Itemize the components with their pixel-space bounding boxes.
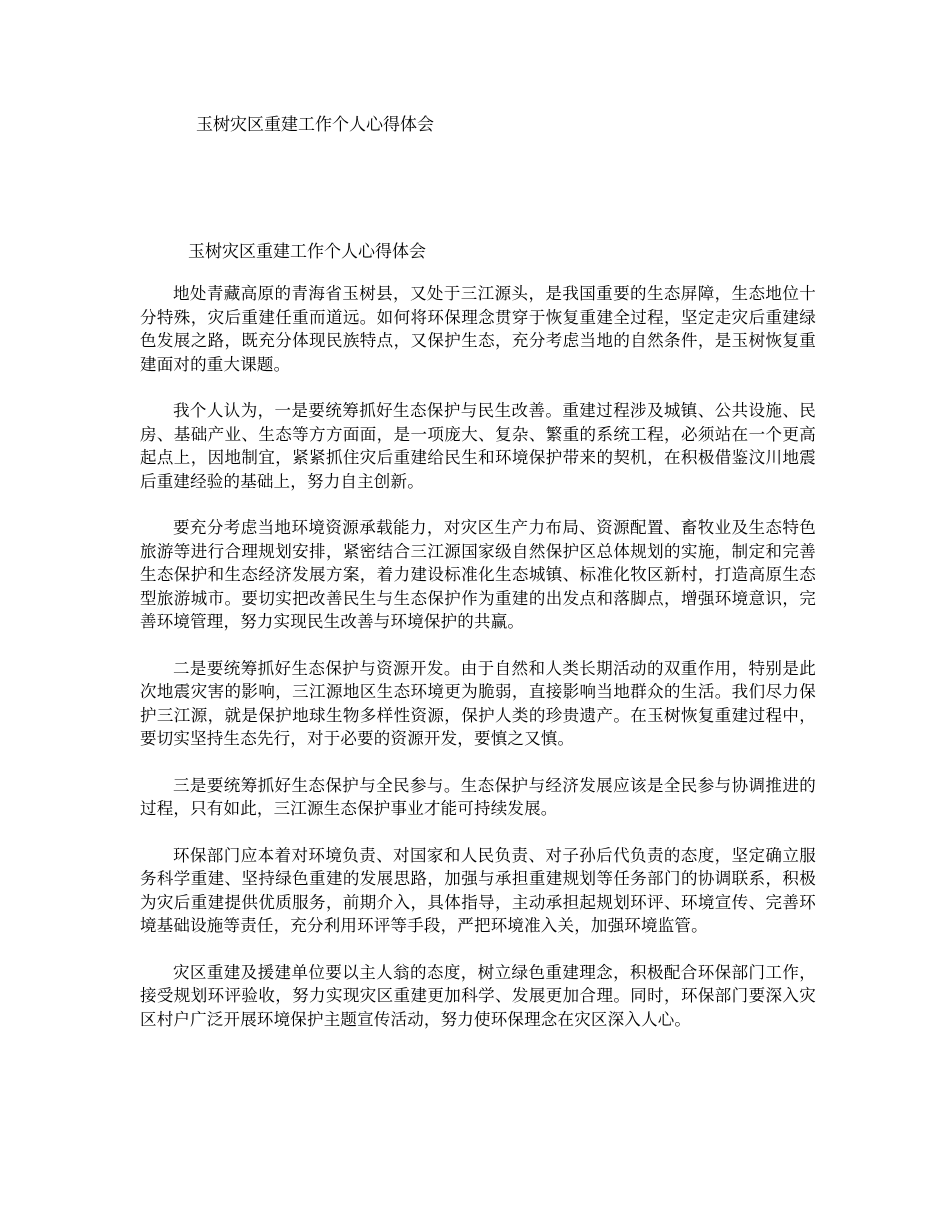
document-subtitle: 玉树灾区重建工作个人心得体会 <box>188 242 426 262</box>
paragraph-5: 三是要统筹抓好生态保护与全民参与。生态保护与经济发展应该是全民参与协调推进的过程，只有如此，三江源生态保护事业才能可持续发展。 <box>140 775 816 818</box>
paragraph-4: 二是要统筹抓好生态保护与资源开发。由于自然和人类长期活动的双重作用，特别是此次地震灾害的影响，三江源地区生态环境更为脆弱，直接影响当地群众的生活。我们尽力保护三江源，就是保护地球生物多样性资源，保护人类的珍贵遗产。在玉树恢复重建过程中，要切实坚持生态先行，对于必要的资源开发，要慎之又慎。 <box>140 658 816 748</box>
paragraph-7: 灾区重建及援建单位要以主人翁的态度，树立绿色重建理念，积极配合环保部门工作，接受规划环评验收，努力实现灾区重建更加科学、发展更加合理。同时，环保部门要深入灾区村户广泛开展环境保护主题宣传活动，努力使环保理念在灾区深入人心。 <box>140 962 816 1029</box>
document-title: 玉树灾区重建工作个人心得体会 <box>196 115 434 135</box>
paragraph-3: 要充分考虑当地环境资源承载能力，对灾区生产力布局、资源配置、畜牧业及生态特色旅游等进行合理规划安排，紧密结合三江源国家级自然保护区总体规划的实施，制定和完善生态保护和生态经济发展方案，着力建设标准化生态城镇、标准化牧区新村，打造高原生态型旅游城市。要切实把改善民生与生态保护作为重建的出发点和落脚点，增强环境意识，完善环境管理，努力实现民生改善与环境保护的共赢。 <box>140 518 816 631</box>
paragraph-6: 环保部门应本着对环境负责、对国家和人民负责、对子孙后代负责的态度，坚定确立服务科学重建、坚持绿色重建的发展思路，加强与承担重建规划等任务部门的协调联系，积极为灾后重建提供优质服务，前期介入，具体指导，主动承担起规划环评、环境宣传、完善环境基础设施等责任，充分利用环评等手段，严把环境准入关，加强环境监管。 <box>140 845 816 935</box>
paragraph-1: 地处青藏高原的青海省玉树县，又处于三江源头，是我国重要的生态屏障，生态地位十分特殊，灾后重建任重而道远。如何将环保理念贯穿于恢复重建全过程，坚定走灾后重建绿色发展之路，既充分体现民族特点，又保护生态，充分考虑当地的自然条件，是玉树恢复重建面对的重大课题。 <box>140 284 816 374</box>
document-body <box>140 282 816 1054</box>
paragraph-2: 我个人认为，一是要统筹抓好生态保护与民生改善。重建过程涉及城镇、公共设施、民房、基础产业、生态等方方面面，是一项庞大、复杂、繁重的系统工程，必须站在一个更高起点上，因地制宜，紧紧抓住灾后重建给民生和环境保护带来的契机，在积极借鉴汶川地震后重建经验的基础上，努力自主创新。 <box>140 401 816 491</box>
